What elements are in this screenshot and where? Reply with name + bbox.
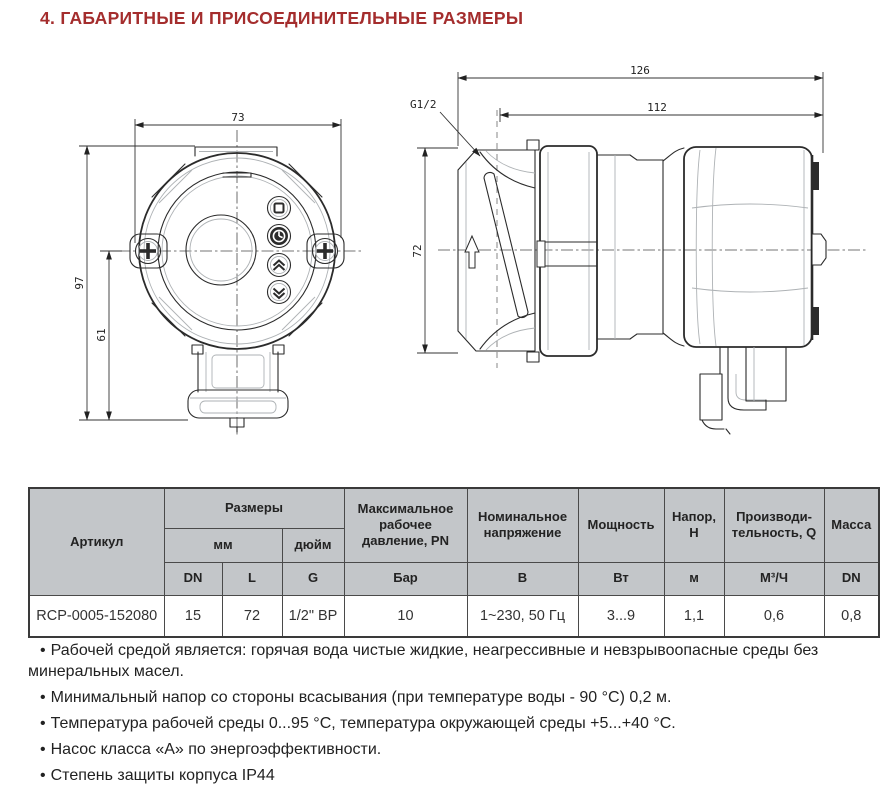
bullet-glyph: •: [40, 714, 46, 732]
thread-callout: [410, 98, 480, 156]
bullet-glyph: •: [40, 766, 46, 784]
col-header-artikul: Артикул: [29, 488, 164, 595]
table-row: [29, 595, 879, 637]
cell-l: 72: [222, 595, 282, 637]
rear-connector-bump: [812, 234, 826, 265]
cell-mass: 0,8: [824, 595, 879, 637]
unit-mass-dn: DN: [824, 562, 879, 595]
unit-bar: Бар: [344, 562, 467, 595]
col-header-head: Напор, Н: [664, 488, 724, 562]
dim-label-height: 97: [73, 276, 86, 290]
dimension-height: [411, 148, 458, 353]
bullet-glyph: •: [40, 740, 46, 758]
front-view-drawing: [60, 58, 400, 440]
unit-m3h: М³/Ч: [724, 562, 824, 595]
subheader-inch: дюйм: [282, 528, 344, 562]
dim-label-total-length: 126: [630, 64, 650, 77]
cable-connector: [700, 347, 786, 434]
cell-g: 1/2" ВР: [282, 595, 344, 637]
unit-m: м: [664, 562, 724, 595]
dim-label-width: 73: [231, 111, 245, 124]
note-item: [28, 740, 886, 761]
pump-mid-section: [597, 148, 684, 346]
page-title: 4. ГАБАРИТНЫЕ И ПРИСОЕДИНИТЕЛЬНЫЕ РАЗМЕРЫ: [40, 8, 524, 28]
bullet-glyph: •: [40, 642, 46, 659]
col-header-razmery: Размеры: [164, 488, 344, 528]
motor-housing: [684, 147, 826, 347]
dimension-body-length: [500, 101, 823, 122]
inlet-valve-body: [458, 140, 539, 362]
chevron-up-button-icon: [268, 254, 291, 277]
side-view-drawing: [400, 58, 880, 440]
note-item: [28, 641, 886, 683]
notes-list: [28, 641, 886, 792]
control-buttons: [268, 197, 291, 304]
note-text: Насос класса «А» по энергоэффективности.: [50, 740, 382, 758]
dim-label-height: 72: [411, 244, 424, 258]
bullet-glyph: •: [40, 688, 46, 706]
unit-volt: В: [467, 562, 578, 595]
cell-dn: 15: [164, 595, 222, 637]
dimension-center-to-bottom: [95, 251, 122, 420]
unit-l: L: [222, 562, 282, 595]
unit-dn: DN: [164, 562, 222, 595]
cell-power: 3...9: [578, 595, 664, 637]
col-header-flow: Производи-тельность, Q: [724, 488, 824, 562]
note-text: Температура рабочей среды 0...95 °С, температура окружающей среды +5...+40 °С.: [50, 714, 676, 732]
dimension-total-length: [458, 64, 823, 153]
col-header-power: Мощность: [578, 488, 664, 562]
dimension-height: [73, 146, 195, 420]
note-item: [28, 714, 886, 735]
flow-direction-arrow: [465, 236, 479, 268]
dim-label-center-bottom: 61: [95, 328, 108, 342]
cell-flow: 0,6: [724, 595, 824, 637]
pump-stem: [188, 345, 288, 432]
unit-watt: Вт: [578, 562, 664, 595]
chevron-down-button-icon: [268, 281, 291, 304]
timer-button-icon: [268, 225, 291, 248]
cell-artikul: RCP-0005-152080: [29, 595, 164, 637]
note-item: [28, 766, 886, 787]
cell-head: 1,1: [664, 595, 724, 637]
cell-bar: 10: [344, 595, 467, 637]
thread-size-label: G1/2: [410, 98, 437, 111]
unit-g: G: [282, 562, 344, 595]
note-item: [28, 688, 886, 709]
dim-label-body-length: 112: [647, 101, 667, 114]
union-nut: [537, 146, 597, 356]
spec-table: [28, 487, 880, 638]
col-header-max-pressure: Максимальное рабочее давление, PN: [344, 488, 467, 562]
col-header-voltage: Номинальное напряжение: [467, 488, 578, 562]
col-header-mass: Масса: [824, 488, 879, 562]
stop-button-icon: [268, 197, 291, 220]
note-text: Рабочей средой является: горячая вода чистые жидкие, неагрессивные и невзрывоопасные среды без минеральных масел.: [28, 642, 819, 680]
note-text: Степень защиты корпуса IP44: [50, 766, 275, 784]
cell-voltage: 1~230, 50 Гц: [467, 595, 578, 637]
subheader-mm: мм: [164, 528, 282, 562]
note-text: Минимальный напор со стороны всасывания (при температуре воды - 90 °С) 0,2 м.: [50, 688, 672, 706]
